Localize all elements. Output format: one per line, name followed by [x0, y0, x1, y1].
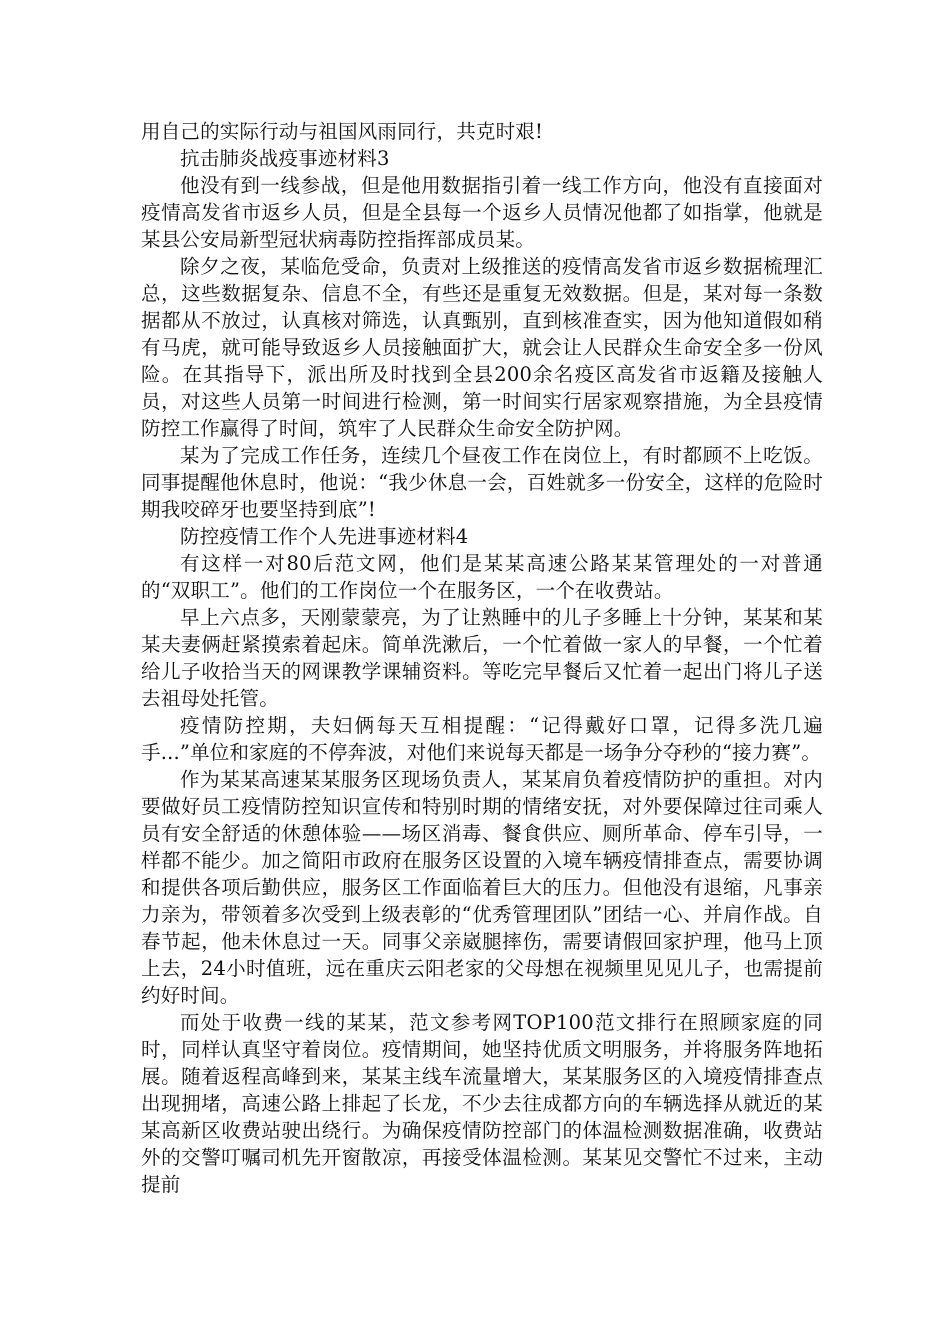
paragraph: 某为了完成工作任务，连续几个昼夜工作在岗位上，有时都顾不上吃饭。同事提醒他休息时，他说：“我少休息一会，百姓就多一份安全，这样的危险时期我咬碎牙也要坚持到底”! [141, 444, 823, 521]
paragraph: 他没有到一线参战，但是他用数据指引着一线工作方向，他没有直接面对疫情高发省市返乡人员，但是全县每一个返乡人员情况他都了如指掌，他就是某县公安局新型冠状病毒防控指挥部成员某。 [141, 174, 823, 251]
section-heading-3: 抗击肺炎战疫事迹材料3 [180, 147, 390, 170]
paragraph: 除夕之夜，某临危受命，负责对上级推送的疫情高发省市返乡数据梳理汇总，这些数据复杂、信息不全，有些还是重复无效数据。但是，某对每一条数据都从不放过，认真核对筛选，认真甄别，直到核准查实，因为他知道假如稍有马虎，就可能导致返乡人员接触面扩大，就会让人民群众生命安全多一份风险。在其指导下，派出所及时找到全县200余名疫区高发省市返籍及接触人员，对这些人员第一时间进行检测，第一时间实行居家观察措施，为全县疫情防控工作赢得了时间，筑牢了人民群众生命安全防护网。 [141, 255, 823, 440]
paragraph: 而处于收费一线的某某，范文参考网TOP100范文排行在照顾家庭的同时，同样认真坚守着岗位。疫情期间，她坚持优质文明服务，并将服务阵地拓展。随着返程高峰到来，某某主线车流量增大，某某服务区的入境疫情排查点出现拥堵，高速公路上排起了长龙，不少去往成都方向的车辆选择从就近的某某高新区收费站驶出绕行。为确保疫情防控部门的体温检测数据准确，收费站外的交警叮嘱司机先开窗散凉，再接受体温检测。某某见交警忙不过来，主动提前 [141, 1011, 823, 1196]
paragraph: 作为某某高速某某服务区现场负责人，某某肩负着疫情防护的重担。对内要做好员工疫情防控知识宣传和特别时期的情绪安抚，对外要保障过往司乘人员有安全舒适的休憩体验——场区消毒、餐食供应、厕所革命、停车引导，一样都不能少。加之简阳市政府在服务区设置的入境车辆疫情排查点，需要协调和提供各项后勤供应，服务区工作面临着巨大的压力。但他没有退缩，凡事亲力亲为，带领着多次受到上级表彰的“优秀管理团队”团结一心、并肩作战。自春节起，他未休息过一天。同事父亲崴腿摔伤，需要请假回家护理，他马上顶上去，24小时值班，远在重庆云阳老家的父母想在视频里见见儿子，也需提前约好时间。 [141, 768, 823, 1007]
document-page [141, 118, 823, 1198]
paragraph: 早上六点多，天刚蒙蒙亮，为了让熟睡中的儿子多睡上十分钟，某某和某某夫妻俩赶紧摸索着起床。简单洗漱后，一个忙着做一家人的早餐，一个忙着给儿子收拾当天的网课教学课辅资料。等吃完早餐后又忙着一起出门将儿子送去祖母处托管。 [141, 606, 823, 710]
paragraph: 疫情防控期，夫妇俩每天互相提醒：“记得戴好口罩，记得多洗几遍手...”单位和家庭的不停奔波，对他们来说每天都是一场争分夺秒的“接力赛”。 [141, 714, 823, 764]
paragraph-continued: 用自己的实际行动与祖国风雨同行，共克时艰! [141, 120, 544, 143]
paragraph: 有这样一对80后范文网，他们是某某高速公路某某管理处的一对普通的“双职工”。他们的工作岗位一个在服务区，一个在收费站。 [141, 552, 823, 602]
section-heading-4: 防控疫情工作个人先进事迹材料4 [180, 525, 469, 548]
